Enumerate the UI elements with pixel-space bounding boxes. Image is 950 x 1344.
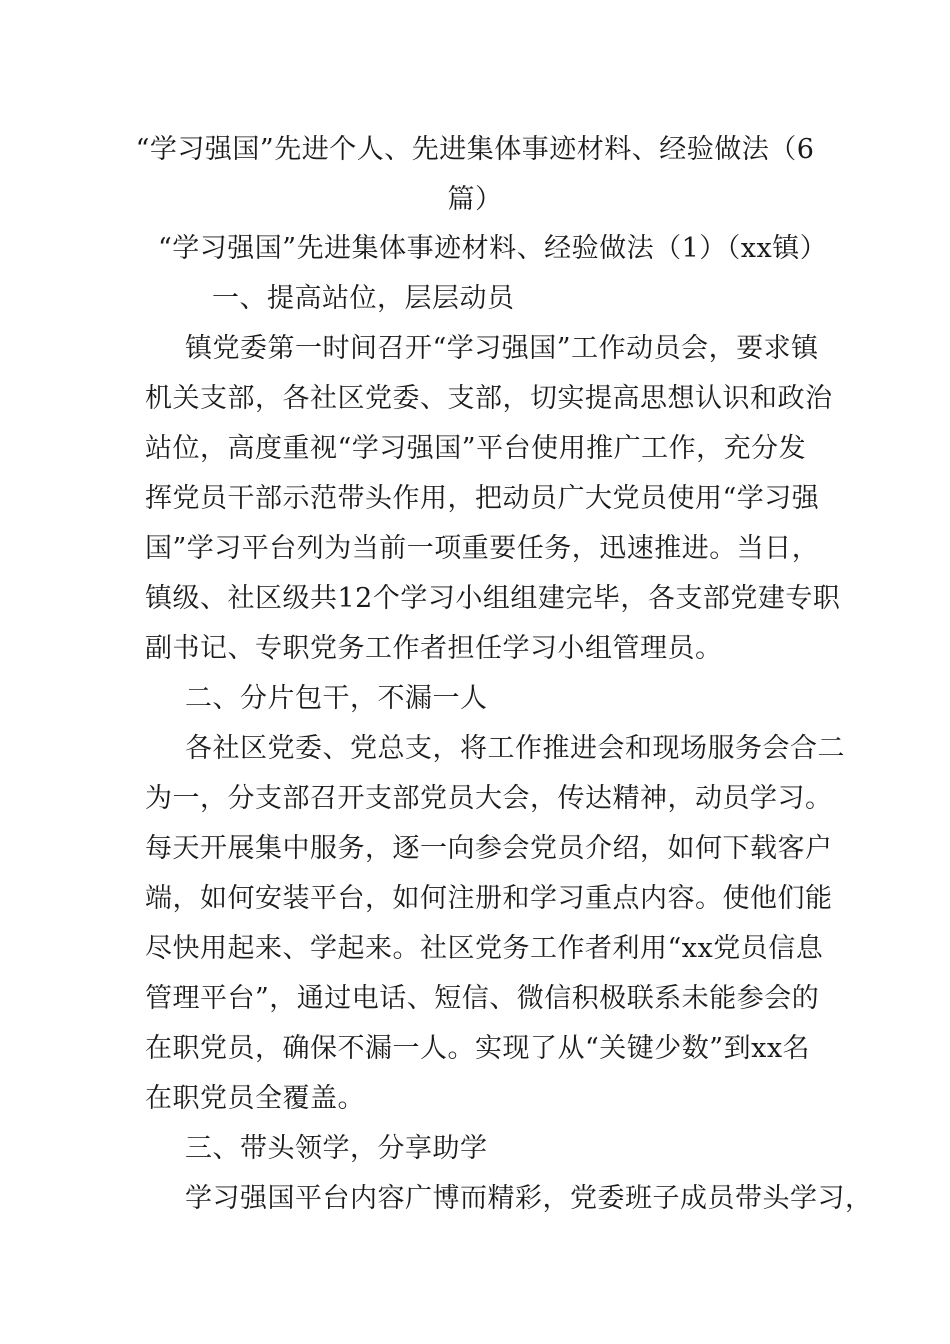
paragraph-2-line-2: 为一，分支部召开支部党员大会，传达精神，动员学习。 xyxy=(145,783,833,814)
paragraph-1-line-7: 副书记、专职党务工作者担任学习小组管理员。 xyxy=(145,633,723,664)
paragraph-2-line-6: 管理平台”，通过电话、短信、微信积极联系未能参会的 xyxy=(145,983,820,1014)
document-title-line-2: 篇） xyxy=(447,184,503,215)
paragraph-3-line-1: 学习强国平台内容广博而精彩，党委班子成员带头学习， xyxy=(185,1183,873,1214)
section-heading-1: 一、提高站位，层层动员 xyxy=(212,283,515,314)
paragraph-1-line-3: 站位，高度重视“学习强国”平台使用推广工作，充分发 xyxy=(145,433,807,464)
document-title-line-1: “学习强国”先进个人、先进集体事迹材料、经验做法（6 xyxy=(135,134,815,165)
paragraph-2-line-5: 尽快用起来、学起来。社区党务工作者利用“xx党员信息 xyxy=(145,933,824,964)
section-heading-2: 二、分片包干，不漏一人 xyxy=(185,683,488,714)
section-heading-3: 三、带头领学，分享助学 xyxy=(185,1133,488,1164)
paragraph-1-line-4: 挥党员干部示范带头作用，把动员广大党员使用“学习强 xyxy=(145,483,820,514)
paragraph-2-line-8: 在职党员全覆盖。 xyxy=(145,1083,365,1114)
paragraph-2-line-7: 在职党员，确保不漏一人。实现了从“关键少数”到xx名 xyxy=(145,1033,811,1064)
paragraph-2-line-1: 各社区党委、党总支，将工作推进会和现场服务会合二 xyxy=(185,733,845,764)
paragraph-1-line-1: 镇党委第一时间召开“学习强国”工作动员会，要求镇 xyxy=(185,333,819,364)
document-subtitle: “学习强国”先进集体事迹材料、经验做法（1）（xx镇） xyxy=(158,233,828,264)
paragraph-2-line-4: 端，如何安装平台，如何注册和学习重点内容。使他们能 xyxy=(145,883,833,914)
paragraph-1-line-5: 国”学习平台列为当前一项重要任务，迅速推进。当日， xyxy=(145,533,820,564)
paragraph-2-line-3: 每天开展集中服务，逐一向参会党员介绍，如何下载客户 xyxy=(145,833,833,864)
paragraph-1-line-6: 镇级、社区级共12个学习小组组建完毕，各支部党建专职 xyxy=(145,583,841,614)
paragraph-1-line-2: 机关支部，各社区党委、支部，切实提高思想认识和政治 xyxy=(145,383,833,414)
